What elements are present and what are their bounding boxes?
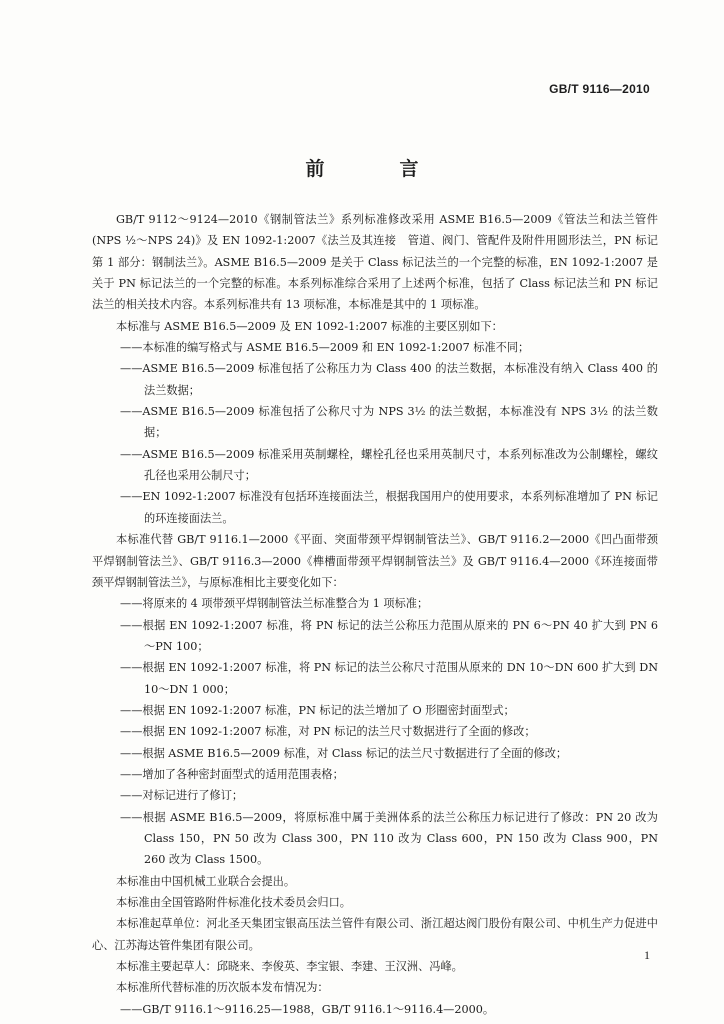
- standard-code: GB/T 9116—2010: [549, 82, 650, 96]
- list-item: ——根据 ASME B16.5—2009，将原标准中属于美洲体系的法兰公称压力标记进行了修改：PN 20 改为 Class 150，PN 50 改为 Class 300，PN 110 改为 Class 600，PN 150 改为 Class 900，PN 260 改为 Class 1500。: [120, 810, 658, 867]
- list-item: ——根据 ASME B16.5—2009 标准，对 Class 标记的法兰尺寸数据进行了全面的修改；: [120, 746, 568, 760]
- paragraph: 本标准主要起草人：邱晓来、李俊英、李宝银、李建、王汉洲、冯峰。: [116, 960, 463, 974]
- list-item: ——ASME B16.5—2009 标准采用英制螺栓，螺栓孔径也采用英制尺寸，本系列标准改为公制螺栓，螺纹孔径也采用公制尺寸；: [120, 447, 658, 483]
- paragraph: 本标准起草单位：河北圣天集团宝银高压法兰管件有限公司、浙江超达阀门股份有限公司、中机生产力促进中心、江苏海达管件集团有限公司。: [92, 917, 658, 952]
- list-item: ——本标准的编写格式与 ASME B16.5—2009 和 EN 1092-1:2007 标准不同；: [120, 341, 530, 355]
- paragraph: 本标准与 ASME B16.5—2009 及 EN 1092-1:2007 标准的主要区别如下：: [116, 319, 503, 333]
- list-item: ——将原来的 4 项带颈平焊钢制管法兰标准整合为 1 项标准；: [120, 597, 429, 611]
- list-item: ——对标记进行了修订；: [120, 789, 244, 803]
- paragraph: 本标准由中国机械工业联合会提出。: [116, 874, 296, 888]
- paragraph: 本标准所代替标准的历次版本发布情况为：: [116, 981, 329, 995]
- paragraph: GB/T 9112～9124—2010《钢制管法兰》系列标准修改采用 ASME B16.5—2009《管法兰和法兰管件(NPS ½～NPS 24)》及 EN 1092-1:2007《法兰及其连接 管道、阀门、管配件及附件用圆形法兰，PN 标记 第 1 部分：钢制法兰》。ASME B16.5—2009 是关于 Class 标记法兰的一个完整的标准，EN 1092-1:2007 是关于 PN 标记法兰的一个完整的标准。本系列标准综合采用了上述两个标准，包括了 Class 标记法兰和 PN 标记法兰的相关技术内容。本系列标准共有 13 项标准，本标准是其中的 1 项标准。: [92, 213, 670, 312]
- list-item: ——根据 EN 1092-1:2007 标准，PN 标记的法兰增加了 O 形圈密封面型式；: [120, 703, 515, 717]
- list-item: ——EN 1092-1:2007 标准没有包括环连接面法兰，根据我国用户的使用要求，本系列标准增加了 PN 标记的环连接面法兰。: [120, 490, 658, 525]
- list-item: ——ASME B16.5—2009 标准包括了公称尺寸为 NPS 3½ 的法兰数据，本标准没有 NPS 3½ 的法兰数据；: [120, 405, 658, 440]
- page-title: 前 言: [305, 158, 447, 180]
- list-item: ——根据 EN 1092-1:2007 标准，将 PN 标记的法兰公称尺寸范围从原来的 DN 10～DN 600 扩大到 DN 10～DN 1 000；: [120, 661, 658, 696]
- list-item: ——ASME B16.5—2009 标准包括了公称压力为 Class 400 的法兰数据，本标准没有纳入 Class 400 的法兰数据；: [120, 362, 658, 397]
- list-item: ——根据 EN 1092-1:2007 标准，将 PN 标记的法兰公称压力范围从原来的 PN 6～PN 40 扩大到 PN 6～PN 100；: [120, 618, 658, 653]
- page-number: 1: [644, 948, 650, 962]
- preface-body: [92, 209, 670, 1020]
- list-item: ——增加了各种密封面型式的适用范围表格；: [120, 767, 344, 781]
- list-item: ——GB/T 9116.1～9116.25—1988，GB/T 9116.1～9116.4—2000。: [120, 1002, 495, 1016]
- paragraph: 本标准由全国管路附件标准化技术委员会归口。: [116, 896, 351, 909]
- paragraph: 本标准代替 GB/T 9116.1—2000《平面、突面带颈平焊钢制管法兰》、GB/T 9116.2—2000《凹凸面带颈平焊钢制管法兰》、GB/T 9116.3—2000《榫槽面带颈平焊钢制管法兰》及 GB/T 9116.4—2000《环连接面带颈平焊钢制管法兰》，与原标准相比主要变化如下：: [92, 533, 658, 589]
- list-item: ——根据 EN 1092-1:2007 标准，对 PN 标记的法兰尺寸数据进行了全面的修改；: [120, 725, 536, 739]
